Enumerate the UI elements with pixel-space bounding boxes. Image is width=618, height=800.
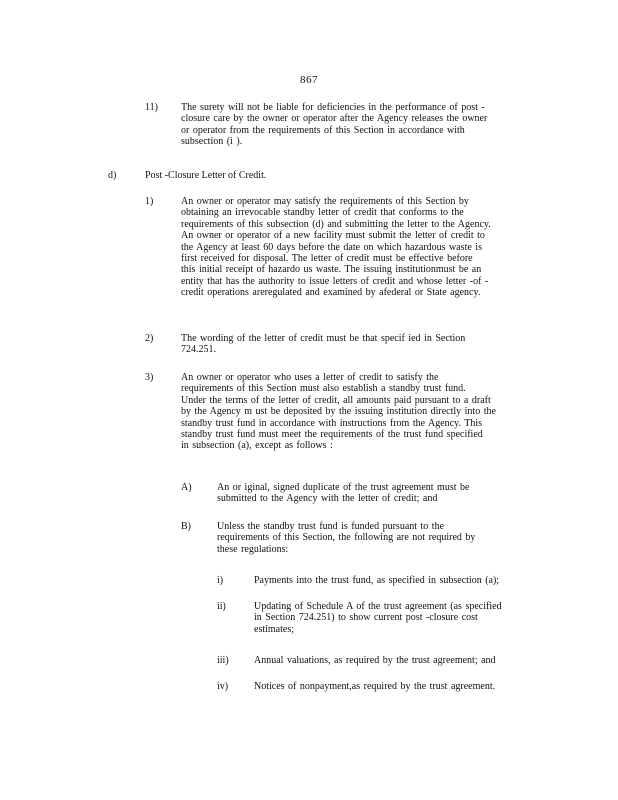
item-1-line: requirements of this subsection (d) and submitting the letter to the Agency. [181,218,491,230]
item-B-label: B) [181,521,191,532]
item-2-label: 2) [145,333,154,344]
item-iv-line: Notices of nonpayment,as required by the trust agreement. [254,681,496,692]
item-1-paragraph [181,196,533,299]
item-1-label: 1) [145,196,154,207]
item-3-line: standby trust fund in accordance with instructions from the Agency. This [181,417,483,429]
item-A-line: submitted to the Agency with the letter of credit; and [217,493,438,505]
item-11-line: The surety will not be liable for deficiencies in the performance of post - [181,102,485,113]
item-2-line: The wording of the letter of credit must be that specif ied in Section [181,333,466,344]
item-A-paragraph [217,482,527,505]
item-iv-paragraph [254,681,539,692]
item-i-paragraph [254,575,539,586]
item-11-line: or operator from the requirements of this Section in accordance with [181,124,465,136]
item-A-label: A) [181,482,192,493]
item-3-line: in subsection (a), except as follows : [181,440,333,452]
item-1-line: entity that has the authority to issue letters of credit and whose letter -of - [181,275,489,287]
item-3-label: 3) [145,372,154,383]
item-B-line: requirements of this Section, the following are not required by [217,532,476,544]
item-iii-label: iii) [217,655,229,666]
item-11-paragraph [181,102,533,148]
item-iii-paragraph [254,655,539,666]
section-d-label: d) [108,170,117,181]
item-2-paragraph [181,333,533,356]
item-1-line: obtaining an irrevocable standby letter of credit that conforms to the [181,207,464,219]
item-B-line: Unless the standby trust fund is funded pursuant to the [217,521,445,532]
item-1-line: first received for disposal. The letter of credit must be effective before [181,253,473,265]
page-number: 867 [300,74,318,86]
item-ii-line: in Section 724.251) to show current post -closure cost [254,612,478,624]
item-3-line: Under the terms of the letter of credit, all amounts paid pursuant to a draft [181,394,491,406]
item-11-line: closure care by the owner or operator after the Agency releases the owner [181,113,488,125]
item-ii-paragraph [254,601,539,635]
item-1-line: the Agency at least 60 days before the date on which hazardous waste is [181,241,482,253]
item-3-line: requirements of this Section must also establish a standby trust fund. [181,383,466,395]
item-3-line: An owner or operator who uses a letter of credit to satisfy the [181,372,439,383]
item-ii-label: ii) [217,601,226,612]
item-2-line: 724.251. [181,344,216,356]
item-3-line: by the Agency m ust be deposited by the issuing institution directly into the [181,406,496,418]
item-A-line: An or iginal, signed duplicate of the trust agreement must be [217,482,470,493]
item-3-line: standby trust fund must meet the requirements of the trust fund specified [181,429,483,441]
item-11-line: subsection (i ). [181,136,243,148]
item-i-label: i) [217,575,224,586]
section-d-heading: Post -Closure Letter of Credit. [145,170,267,181]
item-1-line: An owner or operator of a new facility must submit the letter of credit to [181,230,485,242]
item-1-line: credit operations areregulated and examined by afederal or State agency. [181,287,481,299]
item-iv-label: iv) [217,681,229,692]
item-1-line: this initial receipt of hazardo us waste. The issuing institutionmust be an [181,264,482,276]
item-B-paragraph [217,521,527,555]
item-B-line: these regulations: [217,543,289,555]
item-iii-line: Annual valuations, as required by the trust agreement; and [254,655,496,666]
item-ii-line: estimates; [254,623,294,635]
item-i-line: Payments into the trust fund, as specified in subsection (a); [254,575,500,586]
item-ii-line: Updating of Schedule A of the trust agreement (as specified [254,601,502,612]
item-11-label: 11) [145,102,158,113]
item-3-paragraph [181,372,533,452]
item-1-line: An owner or operator may satisfy the requirements of this Section by [181,196,469,207]
